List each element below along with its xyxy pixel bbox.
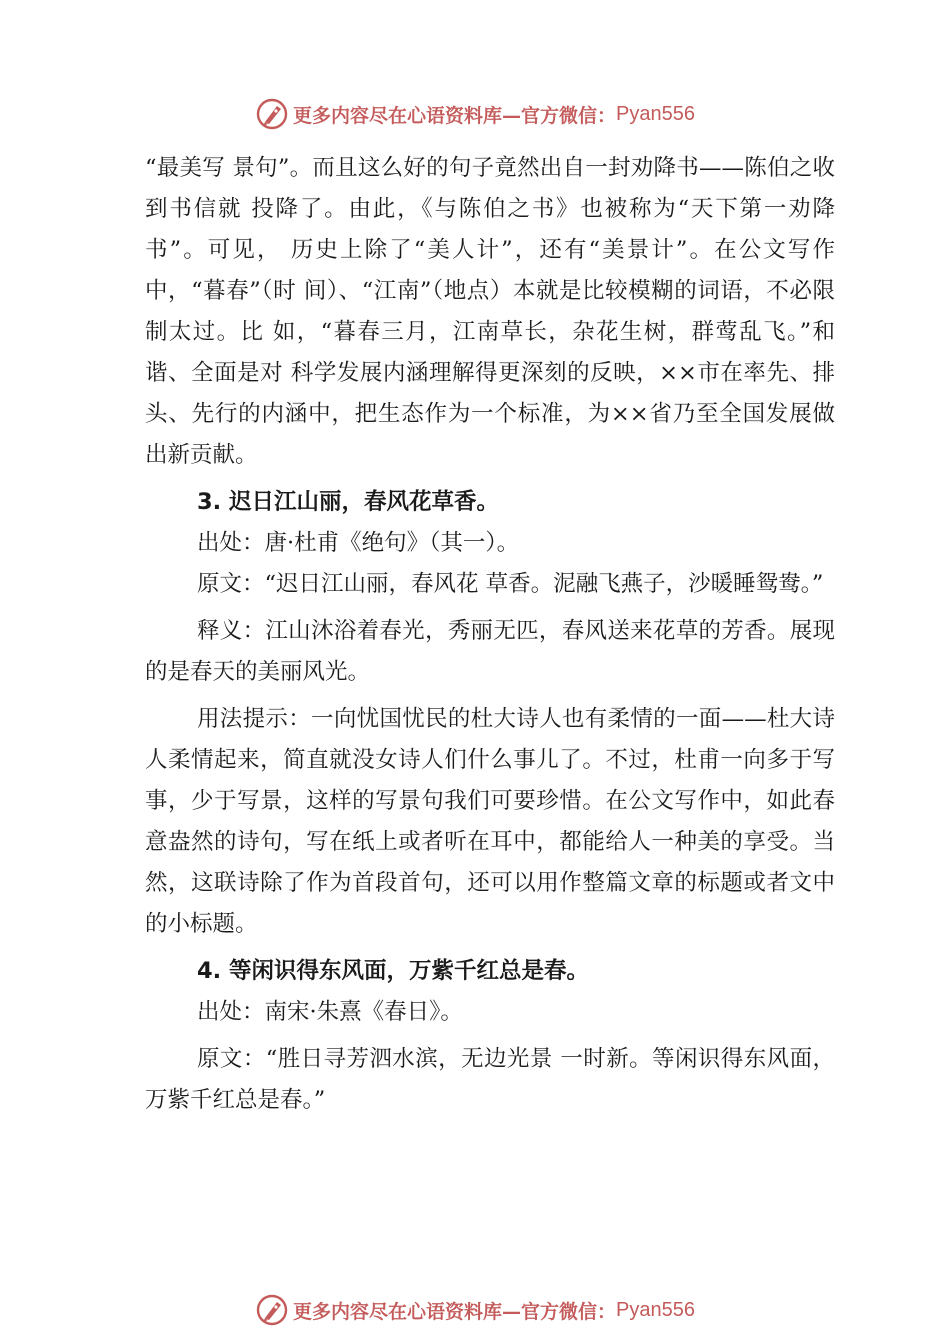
watermark-text: 更多内容尽在心语资料库—官方微信：	[293, 1300, 617, 1323]
document-body	[145, 148, 835, 1121]
paragraph-intro: “最美写 景句”。而且这么好的句子竟然出自一封劝降书——陈伯之收到书信就 投降了。由此，《与陈伯之书》也被称为“天下第一劝降书”。可见， 历史上除了“美人计”，还有“美景计”。在公文写作中，“暮春”（时 间）、“江南”（地点）本就是比较模糊的词语，不必限制太过。比 如，“暮春三月，江南草长，杂花生树，群莺乱飞。”和谐、全面是对 科学发展内涵理解得更深刻的反映，××市在率先、排头、先行的内涵中，把生态作为一个标准，为××省乃至全国发展做出新贡献。	[145, 155, 835, 468]
section-3-meaning: 释义：江山沐浴着春光，秀丽无匹，春风送来花草的芳香。展现 的是春天的美丽风光。	[145, 618, 835, 685]
section-4-heading: 4. 等闲识得东风面，万紫千红总是春。	[197, 958, 590, 984]
section-4-source: 出处：南宋·朱熹《春日》。	[197, 999, 463, 1025]
header-watermark	[0, 94, 950, 134]
pen-nib-logo-icon	[255, 97, 289, 131]
watermark-brand: Pyan556	[616, 102, 695, 125]
watermark-brand: Pyan556	[616, 1298, 695, 1321]
pen-nib-logo-icon	[255, 1293, 289, 1327]
section-3-source: 出处：唐·杜甫《绝句》（其一）。	[197, 530, 520, 556]
section-3-heading: 3. 迟日江山丽，春风花草香。	[197, 489, 500, 515]
section-3-original: 原文：“迟日江山丽，春风花 草香。泥融飞燕子，沙暖睡鸳鸯。”	[197, 571, 824, 597]
footer-watermark	[0, 1290, 950, 1330]
section-4-original: 原文：“胜日寻芳泗水滨，无边光景 一时新。等闲识得东风面，万紫千红总是春。”	[145, 1046, 835, 1113]
watermark-text: 更多内容尽在心语资料库—官方微信：	[293, 104, 617, 127]
section-3-usage: 用法提示：一向忧国忧民的杜大诗人也有柔情的一面——杜大诗 人柔情起来，简直就没女诗人们什么事儿了。不过，杜甫一向多于写 事，少于写景，这样的写景句我们可要珍惜。在公文写作中，如此春 意盎然的诗句，写在纸上或者听在耳中，都能给人一种美的享受。当 然，这联诗除了作为首段首句，还可以用作整篇文章的标题或者文中 的小标题。	[145, 706, 835, 937]
